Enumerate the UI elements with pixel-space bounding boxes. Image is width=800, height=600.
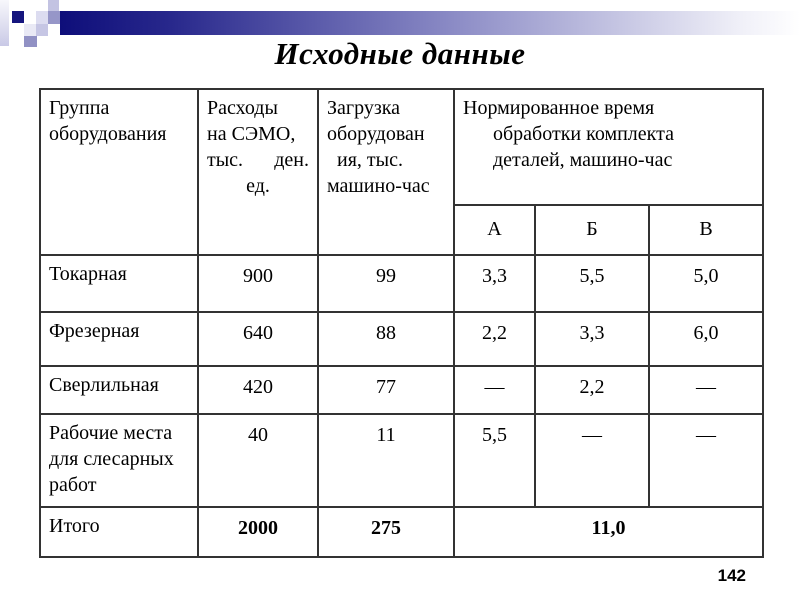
header-cell-time: Нормированное время обработки комплекта деталей, машино-час — [454, 89, 763, 205]
cell-time-v: 6,0 — [649, 312, 763, 366]
header-cell-expenses — [198, 89, 318, 255]
header-load-line: оборудован — [327, 123, 425, 145]
header-expenses-line: тыс. ден. — [207, 149, 309, 171]
cell-time-b: 3,3 — [535, 312, 649, 366]
page-number: 142 — [717, 566, 746, 585]
table-row — [40, 414, 763, 507]
cell-expenses: 640 — [198, 312, 318, 366]
header-load-line: Загрузка — [327, 97, 401, 119]
row-label: Фрезерная — [40, 312, 198, 366]
decor-square — [48, 0, 59, 11]
subheader-cell-b: Б — [535, 205, 649, 255]
header-load-line: машино-час — [327, 175, 430, 197]
cell-time-v: — — [649, 414, 763, 507]
cell-load: 99 — [318, 255, 454, 312]
header-cell-load — [318, 89, 454, 255]
total-label: Итого — [40, 507, 198, 557]
cell-load: 11 — [318, 414, 454, 507]
row-label: Сверлильная — [40, 366, 198, 414]
cell-time-b: 5,5 — [535, 255, 649, 312]
cell-expenses: 900 — [198, 255, 318, 312]
cell-time-v: — — [649, 366, 763, 414]
cell-time-b: — — [535, 414, 649, 507]
cell-expenses: 40 — [198, 414, 318, 507]
slide-title: Исходные данные — [274, 36, 526, 71]
subheader-cell-v: В — [649, 205, 763, 255]
decor-square — [36, 11, 48, 24]
row-label: Токарная — [40, 255, 198, 312]
total-time: 11,0 — [454, 507, 763, 557]
table-row — [40, 312, 763, 366]
cell-time-a: 3,3 — [454, 255, 535, 312]
header-expenses-line: ед. — [246, 175, 270, 197]
table-header-row — [40, 89, 763, 205]
cell-load: 77 — [318, 366, 454, 414]
cell-time-b: 2,2 — [535, 366, 649, 414]
decor-square — [24, 24, 36, 36]
table-total-row — [40, 507, 763, 557]
cell-time-v: 5,0 — [649, 255, 763, 312]
cell-time-a: 5,5 — [454, 414, 535, 507]
total-load: 275 — [318, 507, 454, 557]
cell-expenses: 420 — [198, 366, 318, 414]
subheader-cell-a: А — [454, 205, 535, 255]
cell-time-a: — — [454, 366, 535, 414]
row-label: Рабочие места для слесарных работ — [40, 414, 198, 507]
decor-square — [48, 11, 60, 24]
header-expenses-line: Расходы — [207, 97, 278, 119]
decor-square — [36, 24, 48, 36]
table-row — [40, 255, 763, 312]
decor-navy-square — [12, 11, 24, 23]
header-cell-group: Группа оборудования — [40, 89, 198, 255]
cell-time-a: 2,2 — [454, 312, 535, 366]
initial-data-table — [39, 88, 764, 558]
cell-load: 88 — [318, 312, 454, 366]
header-expenses-line: на СЭМО, — [207, 123, 296, 145]
decor-gradient-bar — [60, 11, 800, 35]
header-load-line: ия, тыс. — [337, 149, 403, 171]
table-row — [40, 366, 763, 414]
total-expenses: 2000 — [198, 507, 318, 557]
